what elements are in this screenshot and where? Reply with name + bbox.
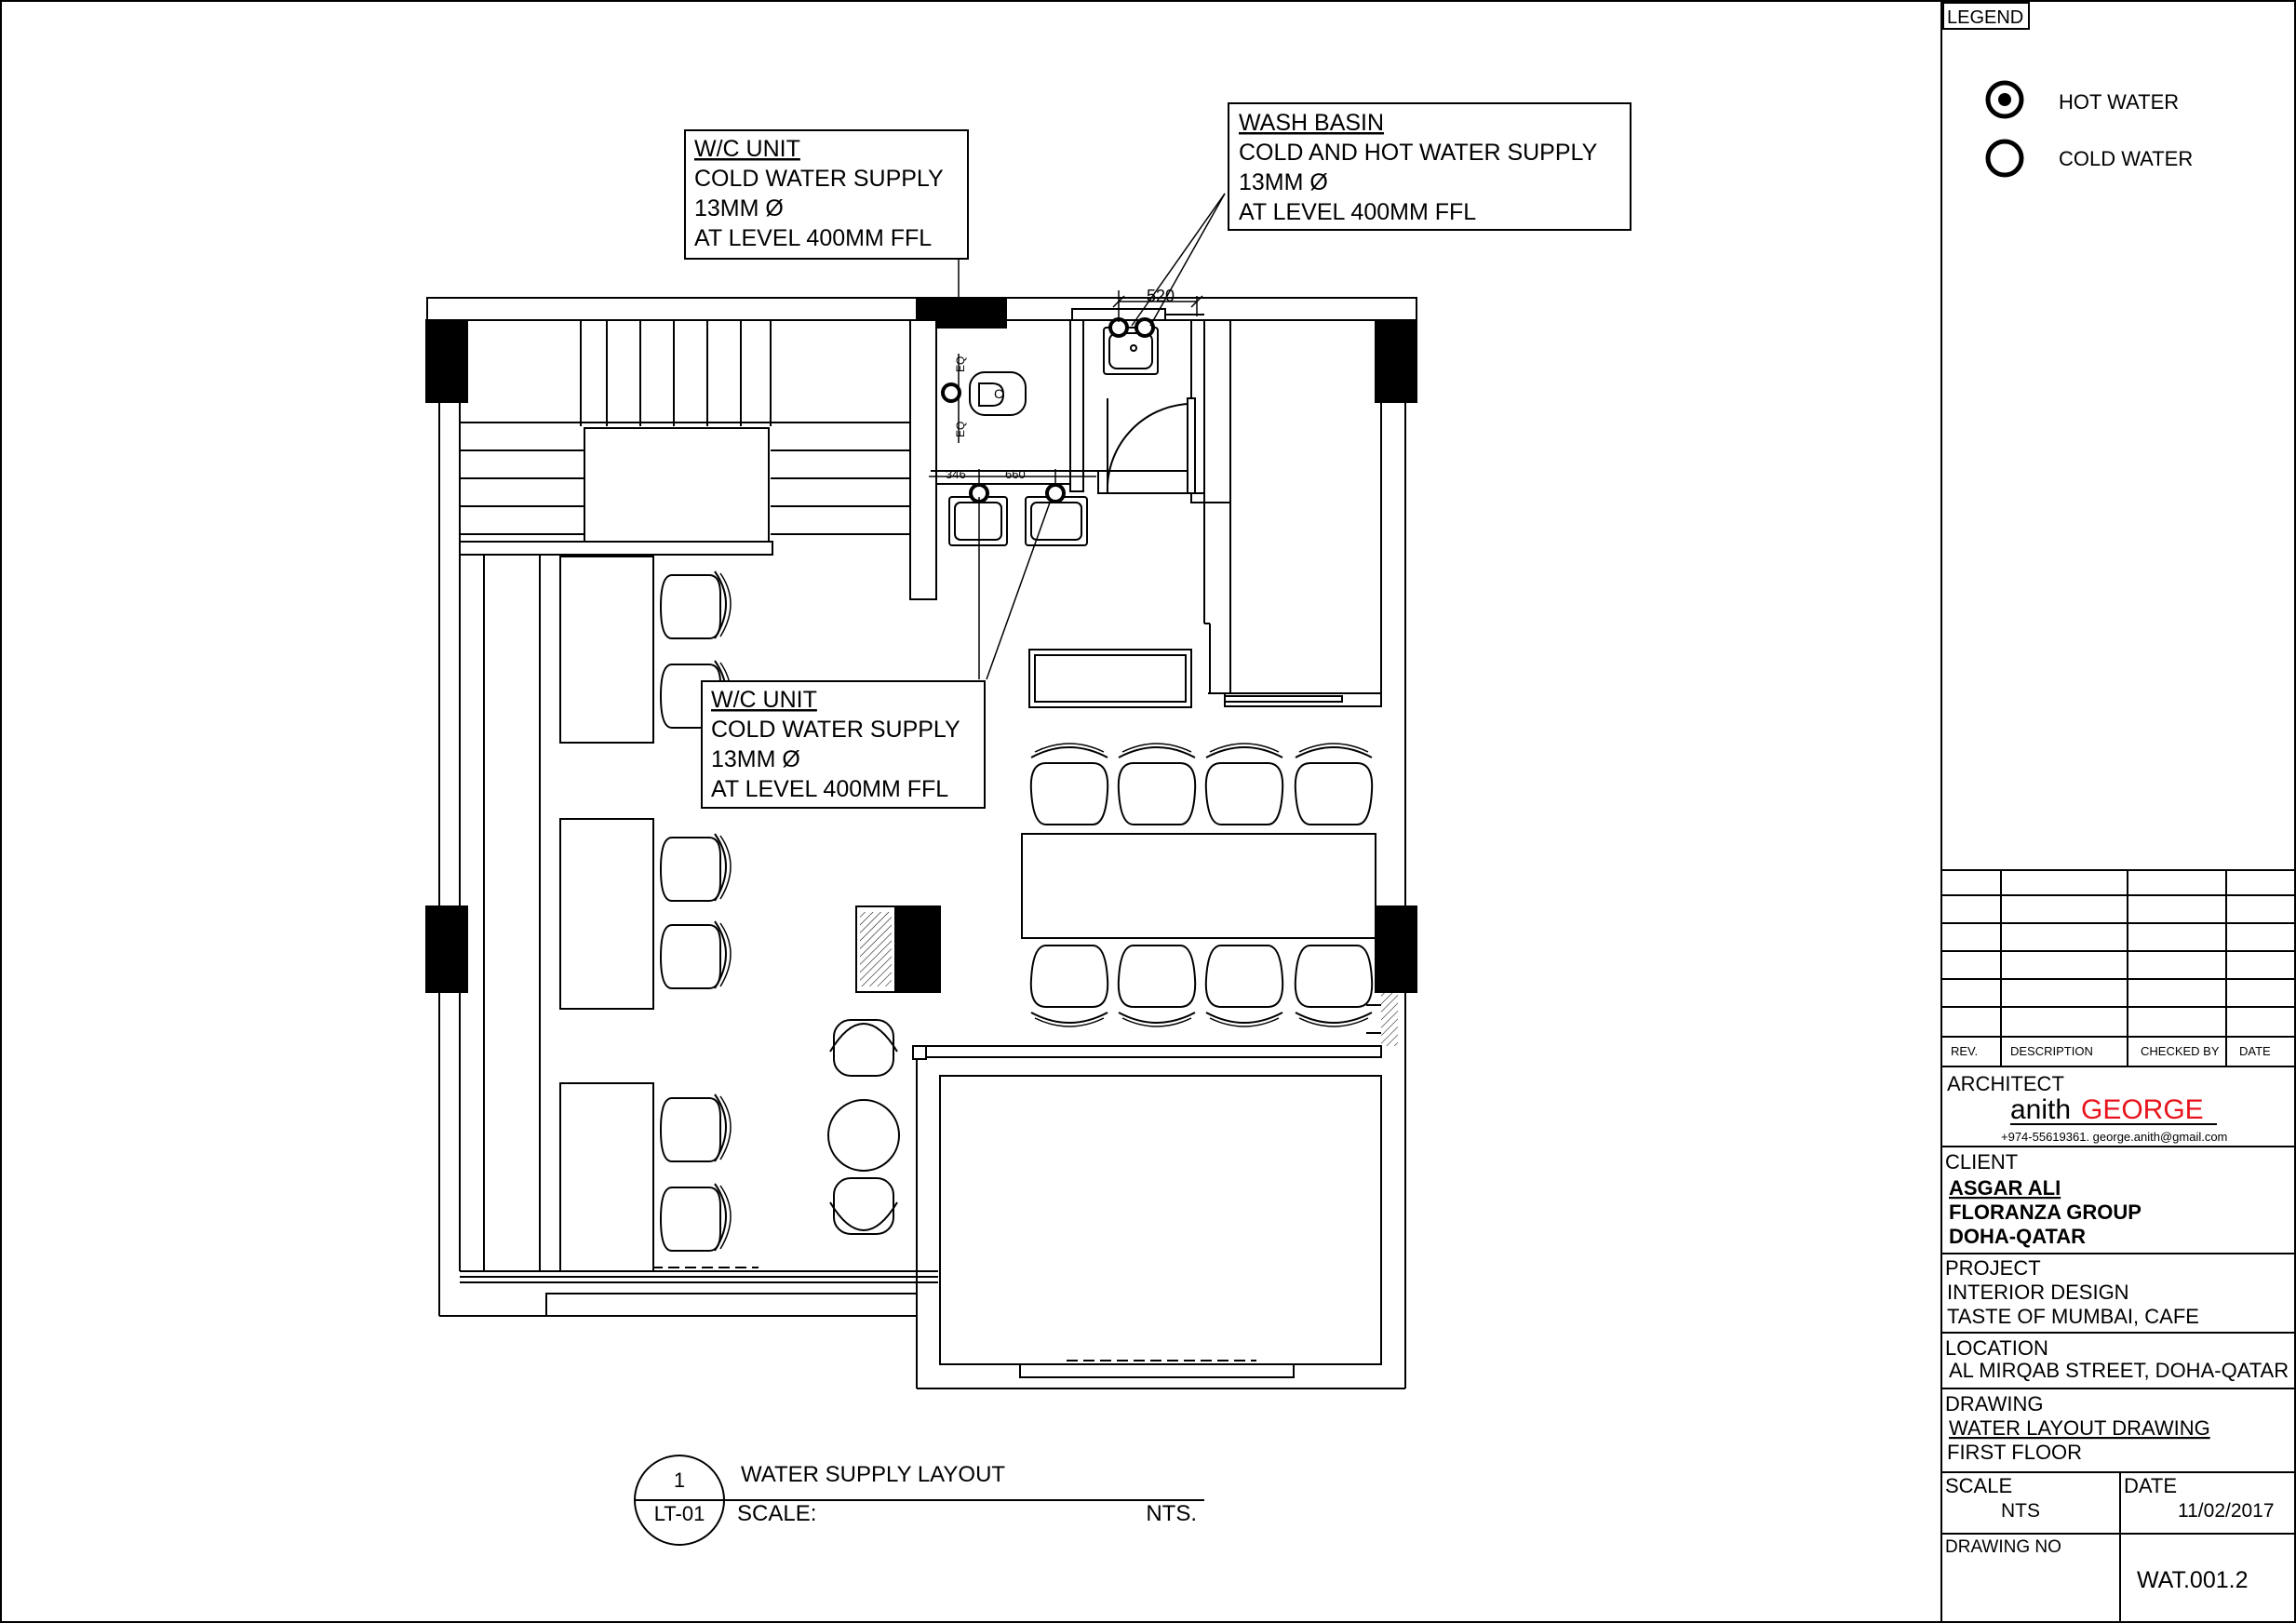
client-line-1: ASGAR ALI [1949, 1176, 2061, 1200]
client-label: CLIENT [1945, 1150, 2019, 1174]
project-section [1945, 1256, 2199, 1328]
callout-wash-basin-line-3: 13MM Ø [1239, 169, 1328, 195]
drawing-sheet-ref: LT-01 [653, 1502, 705, 1525]
rev-header-checked-by: CHECKED BY [2141, 1044, 2220, 1058]
floor-plan [426, 298, 1417, 1388]
rev-header-description: DESCRIPTION [2010, 1044, 2093, 1058]
callout-wc-mid [702, 681, 985, 808]
callout-wc-mid-line-4: AT LEVEL 400MM FFL [711, 776, 949, 802]
drawing-no-value: WAT.001.2 [2137, 1567, 2249, 1593]
project-line-2: TASTE OF MUMBAI, CAFE [1947, 1305, 2199, 1328]
location-label: LOCATION [1945, 1336, 2048, 1360]
drawing-title-marker [635, 1455, 1204, 1545]
revision-table-headers [1951, 1044, 2271, 1058]
rev-header-rev: REV. [1951, 1044, 1979, 1058]
callout-wash-basin-line-2: COLD AND HOT WATER SUPPLY [1239, 140, 1598, 166]
legend-hot-water-label: HOT WATER [2059, 90, 2180, 114]
drawing-label: DRAWING [1945, 1392, 2044, 1415]
location-value: AL MIRQAB STREET, DOHA-QATAR [1949, 1359, 2289, 1382]
dim-eq-2: EQ [954, 421, 967, 437]
dim-346: 346 [946, 467, 966, 481]
legend-title: LEGEND [1947, 7, 2024, 28]
drawing-name: WATER SUPPLY LAYOUT [741, 1462, 1006, 1487]
hot-water-icon [1988, 83, 2021, 116]
cold-water-point-sink-right [1047, 485, 1064, 502]
callout-wash-basin-line-4: AT LEVEL 400MM FFL [1239, 199, 1477, 225]
project-line-1: INTERIOR DESIGN [1947, 1281, 2129, 1304]
leader-lines [959, 194, 1225, 679]
cold-water-point-basin [1136, 319, 1153, 336]
drawing-scale-label: SCALE: [737, 1501, 817, 1526]
architect-first-name: anith [2010, 1094, 2072, 1125]
cold-water-icon [1988, 141, 2021, 175]
callout-wc-top-line-4: AT LEVEL 400MM FFL [694, 225, 933, 251]
callout-wash-basin-title: WASH BASIN [1239, 110, 1385, 136]
location-section [1945, 1336, 2289, 1382]
scale-value: NTS [2001, 1500, 2040, 1522]
architect-section [1947, 1072, 2227, 1144]
wc-letter: C [994, 386, 1004, 401]
drawing-line-1: WATER LAYOUT DRAWING [1949, 1416, 2210, 1440]
callout-wc-mid-line-3: 13MM Ø [711, 746, 800, 772]
drawing-no-label: DRAWING NO [1945, 1537, 2061, 1557]
callout-wc-top [685, 130, 968, 259]
drawing-line-2: FIRST FLOOR [1947, 1441, 2083, 1464]
dim-520: 520 [1147, 287, 1175, 305]
architect-label: ARCHITECT [1947, 1072, 2064, 1095]
callout-wash-basin [1229, 103, 1631, 230]
callout-wc-top-line-2: COLD WATER SUPPLY [694, 166, 944, 192]
scale-date-section [1945, 1474, 2275, 1522]
project-label: PROJECT [1945, 1256, 2041, 1280]
legend-cold-water-label: COLD WATER [2059, 147, 2194, 170]
client-line-2: FLORANZA GROUP [1949, 1200, 2142, 1224]
drawing-scale-value: NTS. [1146, 1501, 1197, 1526]
rev-header-date: DATE [2239, 1044, 2271, 1058]
callout-wc-top-line-3: 13MM Ø [694, 195, 784, 221]
callout-wc-mid-title: W/C UNIT [711, 687, 817, 713]
date-value: 11/02/2017 [2178, 1500, 2275, 1522]
cold-water-point-wc [943, 384, 960, 401]
dim-eq-1: EQ [954, 355, 967, 372]
drawing-number: 1 [673, 1469, 686, 1492]
scale-label: SCALE [1945, 1474, 2013, 1497]
callout-wc-mid-line-2: COLD WATER SUPPLY [711, 717, 960, 743]
legend [1947, 7, 2193, 175]
dim-660: 660 [1005, 467, 1026, 481]
client-line-3: DOHA-QATAR [1949, 1225, 2087, 1248]
client-section [1945, 1150, 2142, 1248]
architect-contact: +974-55619361. george.anith@gmail.com [2001, 1130, 2228, 1144]
date-label: DATE [2124, 1474, 2178, 1497]
drawing-no-section [1945, 1537, 2249, 1593]
drawing-section [1945, 1392, 2210, 1464]
architect-last-name: GEORGE [2081, 1094, 2204, 1125]
callout-wc-top-title: W/C UNIT [694, 136, 800, 162]
